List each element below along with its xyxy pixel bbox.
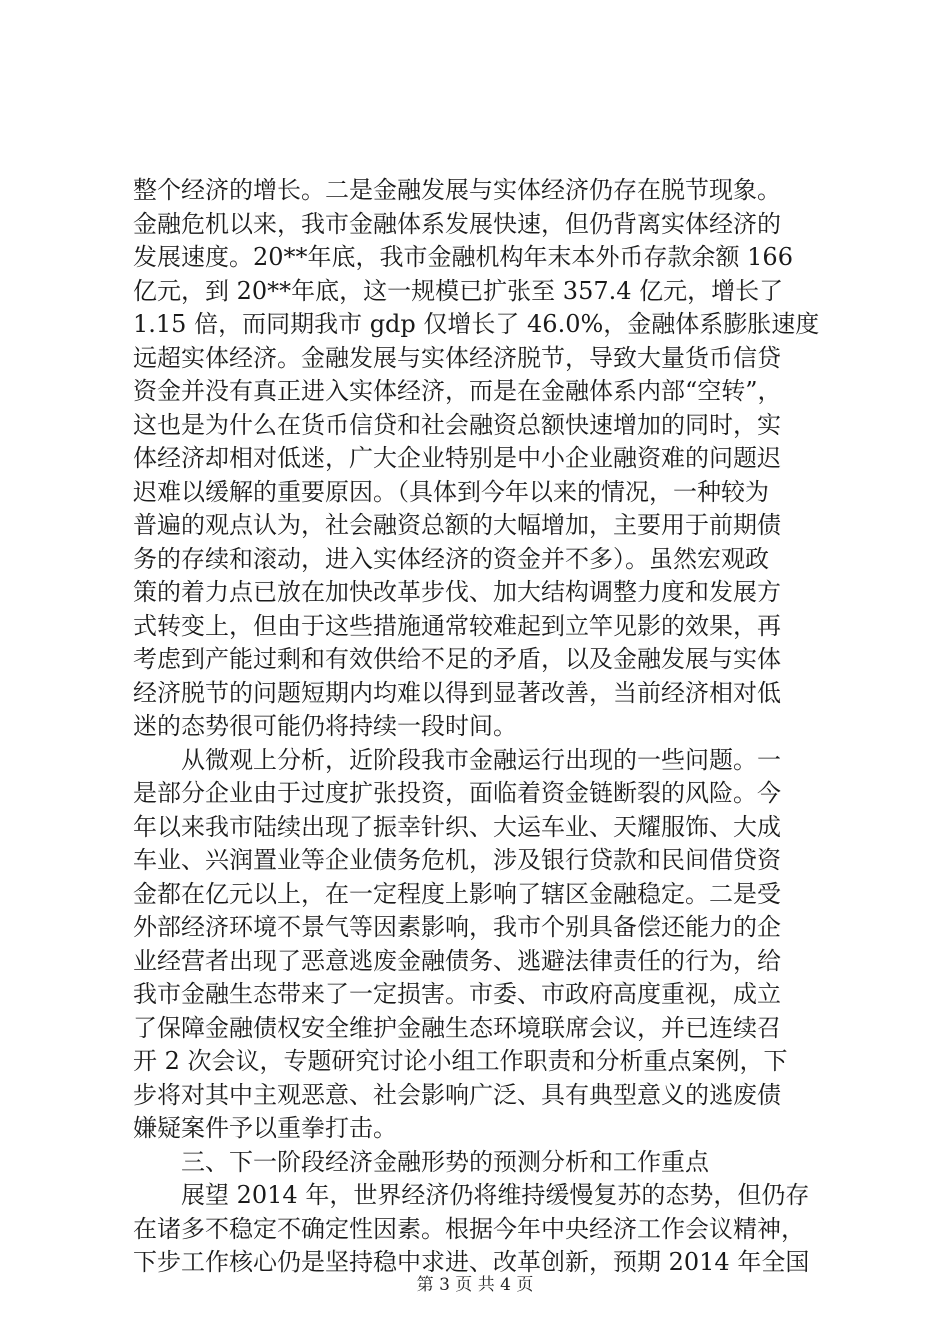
text-line: 是部分企业由于过度扩张投资，面临着资金链断裂的风险。今 (133, 779, 781, 807)
text-line: 整个经济的增长。二是金融发展与实体经济仍存在脱节现象。 (133, 176, 781, 204)
text-line: 展望 2014 年，世界经济仍将维持缓慢复苏的态势，但仍存 (133, 1181, 810, 1209)
text-line: 嫌疑案件予以重拳打击。 (133, 1114, 397, 1142)
text-line: 业经营者出现了恶意逃废金融债务、逃避法律责任的行为，给 (133, 946, 781, 975)
body-text (133, 174, 833, 1280)
text-line: 三、下一阶段经济金融形势的预测分析和工作重点 (133, 1147, 709, 1176)
text-line: 策的着力点已放在加快改革步伐、加大结构调整力度和发展方 (133, 578, 781, 606)
text-line: 考虑到产能过剩和有效供给不足的矛盾，以及金融发展与实体 (133, 645, 781, 673)
text-line: 迟难以缓解的重要原因。（具体到今年以来的情况，一种较为 (133, 477, 769, 506)
page-footer: 第 3 页 共 4 页 (416, 1275, 534, 1295)
text-line: 我市金融生态带来了一定损害。市委、市政府高度重视，成立 (133, 980, 781, 1008)
text-line: 体经济却相对低迷，广大企业特别是中小企业融资难的问题迟 (133, 444, 781, 472)
text-line: 金融危机以来，我市金融体系发展快速，但仍背离实体经济的 (133, 209, 781, 238)
text-line: 外部经济环境不景气等因素影响，我市个别具备偿还能力的企 (133, 913, 781, 941)
text-line: 年以来我市陆续出现了振幸针织、大运车业、天耀服饰、大成 (133, 812, 781, 841)
text-line: 远超实体经济。金融发展与实体经济脱节，导致大量货币信贷 (133, 343, 781, 372)
text-line: 了保障金融债权安全维护金融生态环境联席会议，并已连续召 (133, 1013, 781, 1042)
text-line: 从微观上分析，近阶段我市金融运行出现的一些问题。一 (133, 745, 781, 774)
text-line: 资金并没有真正进入实体经济，而是在金融体系内部“空转”， (133, 377, 782, 405)
text-line: 1.15 倍，而同期我市 gdp 仅增长了 46.0%，金融体系膨胀速度 (133, 310, 820, 338)
text-line: 车业、兴润置业等企业债务危机，涉及银行贷款和民间借贷资 (133, 846, 781, 874)
text-line: 发展速度。20**年底，我市金融机构年末本外币存款余额 166 (133, 243, 793, 271)
text-line: 务的存续和滚动，进入实体经济的资金并不多）。虽然宏观政 (133, 544, 769, 573)
text-line: 普遍的观点认为，社会融资总额的大幅增加，主要用于前期债 (133, 511, 781, 539)
text-line: 这也是为什么在货币信贷和社会融资总额快速增加的同时，实 (133, 410, 781, 439)
text-line: 在诸多不稳定不确定性因素。根据今年中央经济工作会议精神， (133, 1214, 805, 1243)
text-line: 式转变上，但由于这些措施通常较难起到立竿见影的效果，再 (133, 611, 781, 640)
text-line: 下步工作核心仍是坚持稳中求进、改革创新，预期 2014 年全国 (133, 1248, 810, 1276)
text-line: 迷的态势很可能仍将持续一段时间。 (133, 712, 517, 740)
text-line: 亿元，到 20**年底，这一规模已扩张至 357.4 亿元，增长了 (133, 276, 784, 305)
text-line: 开 2 次会议，专题研究讨论小组工作职责和分析重点案例，下 (133, 1047, 788, 1075)
text-line: 经济脱节的问题短期内均难以得到显著改善，当前经济相对低 (133, 678, 781, 707)
text-line: 步将对其中主观恶意、社会影响广泛、具有典型意义的逃废债 (133, 1080, 781, 1109)
text-line: 金都在亿元以上，在一定程度上影响了辖区金融稳定。二是受 (133, 879, 781, 908)
